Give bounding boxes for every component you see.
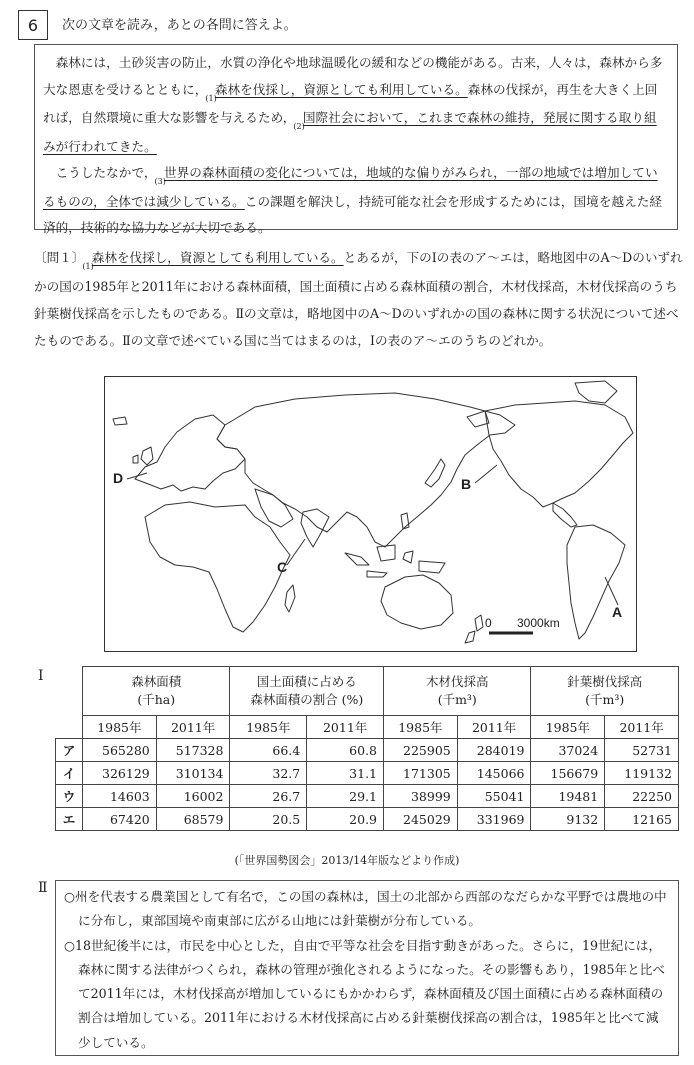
section-2-box bbox=[55, 880, 679, 1056]
row-label: イ bbox=[56, 762, 83, 785]
underlined-phrase-2: 国際社会において，これまで森林の維持，発展に関する取り組みが行われてきた。 bbox=[43, 110, 657, 154]
table-row bbox=[56, 785, 679, 808]
label-d-leader bbox=[127, 473, 147, 479]
label-c: C bbox=[277, 559, 288, 575]
question-1 bbox=[34, 244, 684, 354]
label-d: D bbox=[113, 470, 124, 486]
table-cell: 245029 bbox=[384, 808, 458, 831]
row-label: エ bbox=[56, 808, 83, 831]
passage-text: こうしたなかで， bbox=[55, 165, 157, 180]
question-1-underlined-phrase: 森林を伐採し，資源としても利用している。 bbox=[91, 250, 344, 265]
table-source: (「世界国勢図会」2013/14年版などより作成) bbox=[234, 854, 460, 867]
section-2-roman-numeral: Ⅱ bbox=[38, 880, 48, 896]
table-cell: 55041 bbox=[457, 785, 531, 808]
table-cell: 67420 bbox=[83, 808, 157, 831]
table-cell: 225905 bbox=[384, 739, 458, 762]
label-a-leader bbox=[605, 577, 618, 605]
table-cell: 20.5 bbox=[230, 808, 307, 831]
table-cell: 9132 bbox=[531, 808, 605, 831]
underline-number-1: (1) bbox=[205, 93, 217, 103]
australia-outline bbox=[381, 575, 453, 629]
underline-number-3: (3) bbox=[154, 177, 166, 186]
table-cell: 331969 bbox=[457, 808, 531, 831]
passage-text: 森林には，土砂災害の防止，水質の浄化や地球温暖化の緩和などの機能がある。古来，人々は，森林から多大な恩恵を受けるとともに， bbox=[43, 55, 663, 97]
table-cell: 52731 bbox=[605, 739, 679, 762]
japan-outline bbox=[425, 459, 445, 487]
year-cell: 1985年 bbox=[230, 716, 307, 739]
passage-text: 森林の伐採が，再生を大きく上回れば，自然環境に重大な影響を与えるため， bbox=[43, 81, 658, 125]
table-cell: 26.7 bbox=[230, 785, 307, 808]
row-label: ア bbox=[56, 739, 83, 762]
header-conifer-harvest: 針葉樹伐採高 (千m³) bbox=[531, 667, 679, 716]
forest-data-table bbox=[55, 666, 679, 831]
year-cell: 1985年 bbox=[83, 716, 157, 739]
question-number: 6 bbox=[18, 10, 48, 40]
table-row bbox=[56, 739, 679, 762]
table-cell: 22250 bbox=[605, 785, 679, 808]
header-forest-area: 森林面積 (千ha) bbox=[83, 667, 230, 716]
table-cell: 38999 bbox=[384, 785, 458, 808]
underline-number-2: (2) bbox=[293, 122, 305, 131]
question-1-label: 〔問１〕 bbox=[34, 250, 85, 265]
table-cell: 68579 bbox=[156, 808, 230, 831]
table-row bbox=[56, 808, 679, 831]
table-cell: 326129 bbox=[83, 762, 157, 785]
table-cell: 310134 bbox=[156, 762, 230, 785]
question-1-text: とあるが，下のⅠの表のア～エは，略地図中のA～Dのいずれかの国の1985年と2011年における森林面積，国土面積に占める森林面積の割合，木材伐採高，木材伐採高のうち針葉樹伐採高を示したものである。Ⅱの文章は，略地図中のA～Dのいずれかの国の森林に関する状況について述べたものである。Ⅱの文章で述べている国に当てはまるのは，Ⅰの表のア～エのうちのどれか。 bbox=[34, 250, 683, 348]
underlined-phrase-3: 世界の森林面積の変化については，地域的な偏りがみられ，一部の地域では増加しているものの，全体では減少している。 bbox=[43, 165, 658, 209]
year-cell: 2011年 bbox=[605, 716, 679, 739]
table-cell: 19481 bbox=[531, 785, 605, 808]
label-b: B bbox=[461, 476, 472, 492]
table-cell: 156679 bbox=[531, 762, 605, 785]
section-2-item-2: ○18世紀後半には，市民を中心とした，自由で平等な社会を目指す動きがあった。さらに，19世紀には，森林に関する法律がつくられ，森林の管理が強化されるようになった。その影響もあり，1985年と比べて2011年には，木材伐採高が増加しているにもかかわらず，森林面積及び国土面積に占める森林面積の割合は増加している。2011年における木材伐採高に占める針葉樹伐採高の割合は，1985年と比べて減少している。 bbox=[64, 937, 665, 1050]
table-cell: 16002 bbox=[156, 785, 230, 808]
underlined-phrase-1: 森林を伐採し，資源としても利用している。 bbox=[214, 81, 468, 97]
section-2-item-1: ○州を代表する農業国として有名で，この国の森林は，国土の北部から西部のなだらかな平野では農地の中に分布し，東部国境や南東部に広がる山地には針葉樹が分布している。 bbox=[64, 889, 667, 929]
year-cell: 1985年 bbox=[531, 716, 605, 739]
year-cell: 2011年 bbox=[156, 716, 230, 739]
british-isles-outline bbox=[141, 447, 153, 465]
row-label: ウ bbox=[56, 785, 83, 808]
table-cell: 565280 bbox=[83, 739, 157, 762]
table-cell: 37024 bbox=[531, 739, 605, 762]
table-cell: 145066 bbox=[457, 762, 531, 785]
scale-text: 3000km bbox=[517, 616, 560, 630]
world-map bbox=[104, 376, 637, 652]
table-cell: 32.7 bbox=[230, 762, 307, 785]
table-cell: 517328 bbox=[156, 739, 230, 762]
south-america-outline bbox=[567, 525, 625, 639]
year-cell: 2011年 bbox=[307, 716, 384, 739]
table-cell: 20.9 bbox=[307, 808, 384, 831]
label-b-leader bbox=[475, 465, 497, 483]
header-forest-ratio: 国土面積に占める 森林面積の割合 (%) bbox=[230, 667, 384, 716]
year-cell: 1985年 bbox=[384, 716, 458, 739]
africa-outline bbox=[145, 502, 290, 632]
table-cell: 284019 bbox=[457, 739, 531, 762]
year-header-row bbox=[56, 716, 679, 739]
header-timber-harvest: 木材伐採高 (千m³) bbox=[384, 667, 531, 716]
label-a: A bbox=[612, 604, 623, 620]
table-corner bbox=[56, 667, 83, 739]
india-outline bbox=[301, 509, 329, 547]
table-cell: 14603 bbox=[83, 785, 157, 808]
north-america-outline bbox=[485, 401, 633, 507]
table-cell: 66.4 bbox=[230, 739, 307, 762]
passage-box bbox=[34, 44, 678, 235]
madagascar-outline bbox=[285, 585, 295, 612]
passage-text: この課題を解決し，持続可能な社会を形成するためには，国境を越えた経済的，技術的な協力などが大切である。 bbox=[43, 193, 663, 235]
question-intro: 次の文章を読み，あとの各問に答えよ。 bbox=[62, 18, 297, 33]
table-roman-numeral: Ⅰ bbox=[38, 668, 44, 684]
scale-zero: 0 bbox=[485, 616, 492, 630]
table-cell: 12165 bbox=[605, 808, 679, 831]
table-cell: 171305 bbox=[384, 762, 458, 785]
passage-paragraph-1 bbox=[43, 50, 669, 160]
table-cell: 29.1 bbox=[307, 785, 384, 808]
table-cell: 119132 bbox=[605, 762, 679, 785]
passage-paragraph-2 bbox=[43, 160, 669, 242]
year-cell: 2011年 bbox=[457, 716, 531, 739]
table-cell: 60.8 bbox=[307, 739, 384, 762]
question-1-underline-number: (1) bbox=[82, 262, 94, 271]
table-cell: 31.1 bbox=[307, 762, 384, 785]
label-c-leader bbox=[287, 539, 305, 565]
table-row bbox=[56, 762, 679, 785]
